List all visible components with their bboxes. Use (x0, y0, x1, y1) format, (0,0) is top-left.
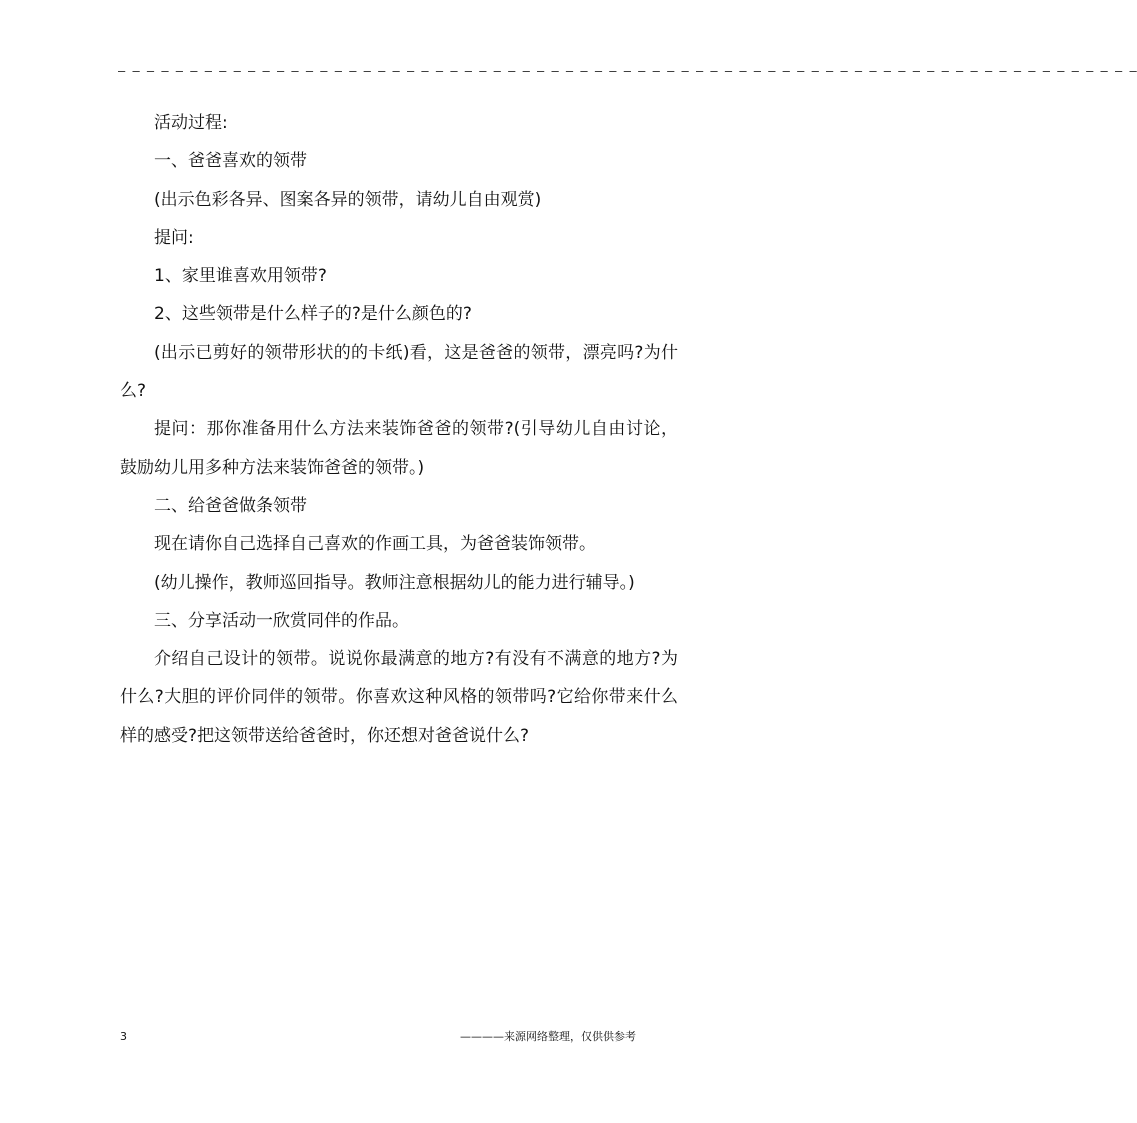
page-number: 3 (120, 1030, 127, 1043)
paragraph-decoration-question: 提问：那你准备用什么方法来装饰爸爸的领带?(引导幼儿自由讨论，鼓励幼儿用多种方法来装饰爸爸的领带。) (120, 419, 678, 478)
paragraph-activity-process: 活动过程: (154, 113, 228, 133)
paragraph-question-one: 1、家里谁喜欢用领带? (154, 266, 327, 287)
paragraph-section-three-title: 三、分享活动一欣赏同伴的作品。 (154, 610, 409, 631)
paragraph-introduce-design: 介绍自己设计的领带。说说你最满意的地方?有没有不满意的地方?为什么?大胆的评价同伴的领带。你喜欢这种风格的领带吗?它给你带来什么样的感受?把这领带送给爸爸时，你还想对爸爸说什么? (120, 649, 678, 746)
header-dashed-rule: – – – – – – – – – – – – – – – – – – – – – – – – – – – – – – – – – – – – – – – – – – – – – – – – – – – – – – – – – – – – – – – – – – – – – – – (118, 64, 1137, 78)
paragraph-section-two-title: 二、给爸爸做条领带 (154, 495, 307, 516)
paragraph-children-operate: (幼儿操作，教师巡回指导。教师注意根据幼儿的能力进行辅导。) (154, 572, 635, 593)
paragraph-question-label: 提问: (154, 227, 194, 248)
paragraph-show-cardboard: (出示已剪好的领带形状的的卡纸)看，这是爸爸的领带，漂亮吗?为什么? (120, 342, 678, 402)
paragraph-section-one-title: 一、爸爸喜欢的领带 (154, 151, 307, 172)
paragraph-show-ties: (出示色彩各异、图案各异的领带，请幼儿自由观赏) (154, 189, 542, 210)
paragraph-choose-tools: 现在请你自己选择自己喜欢的作画工具，为爸爸装饰领带。 (154, 534, 596, 555)
document-body (120, 104, 678, 755)
paragraph-question-two: 2、这些领带是什么样子的?是什么颜色的? (154, 304, 472, 325)
footer-source-note: ————来源网络整理，仅供供参考 (460, 1030, 636, 1043)
